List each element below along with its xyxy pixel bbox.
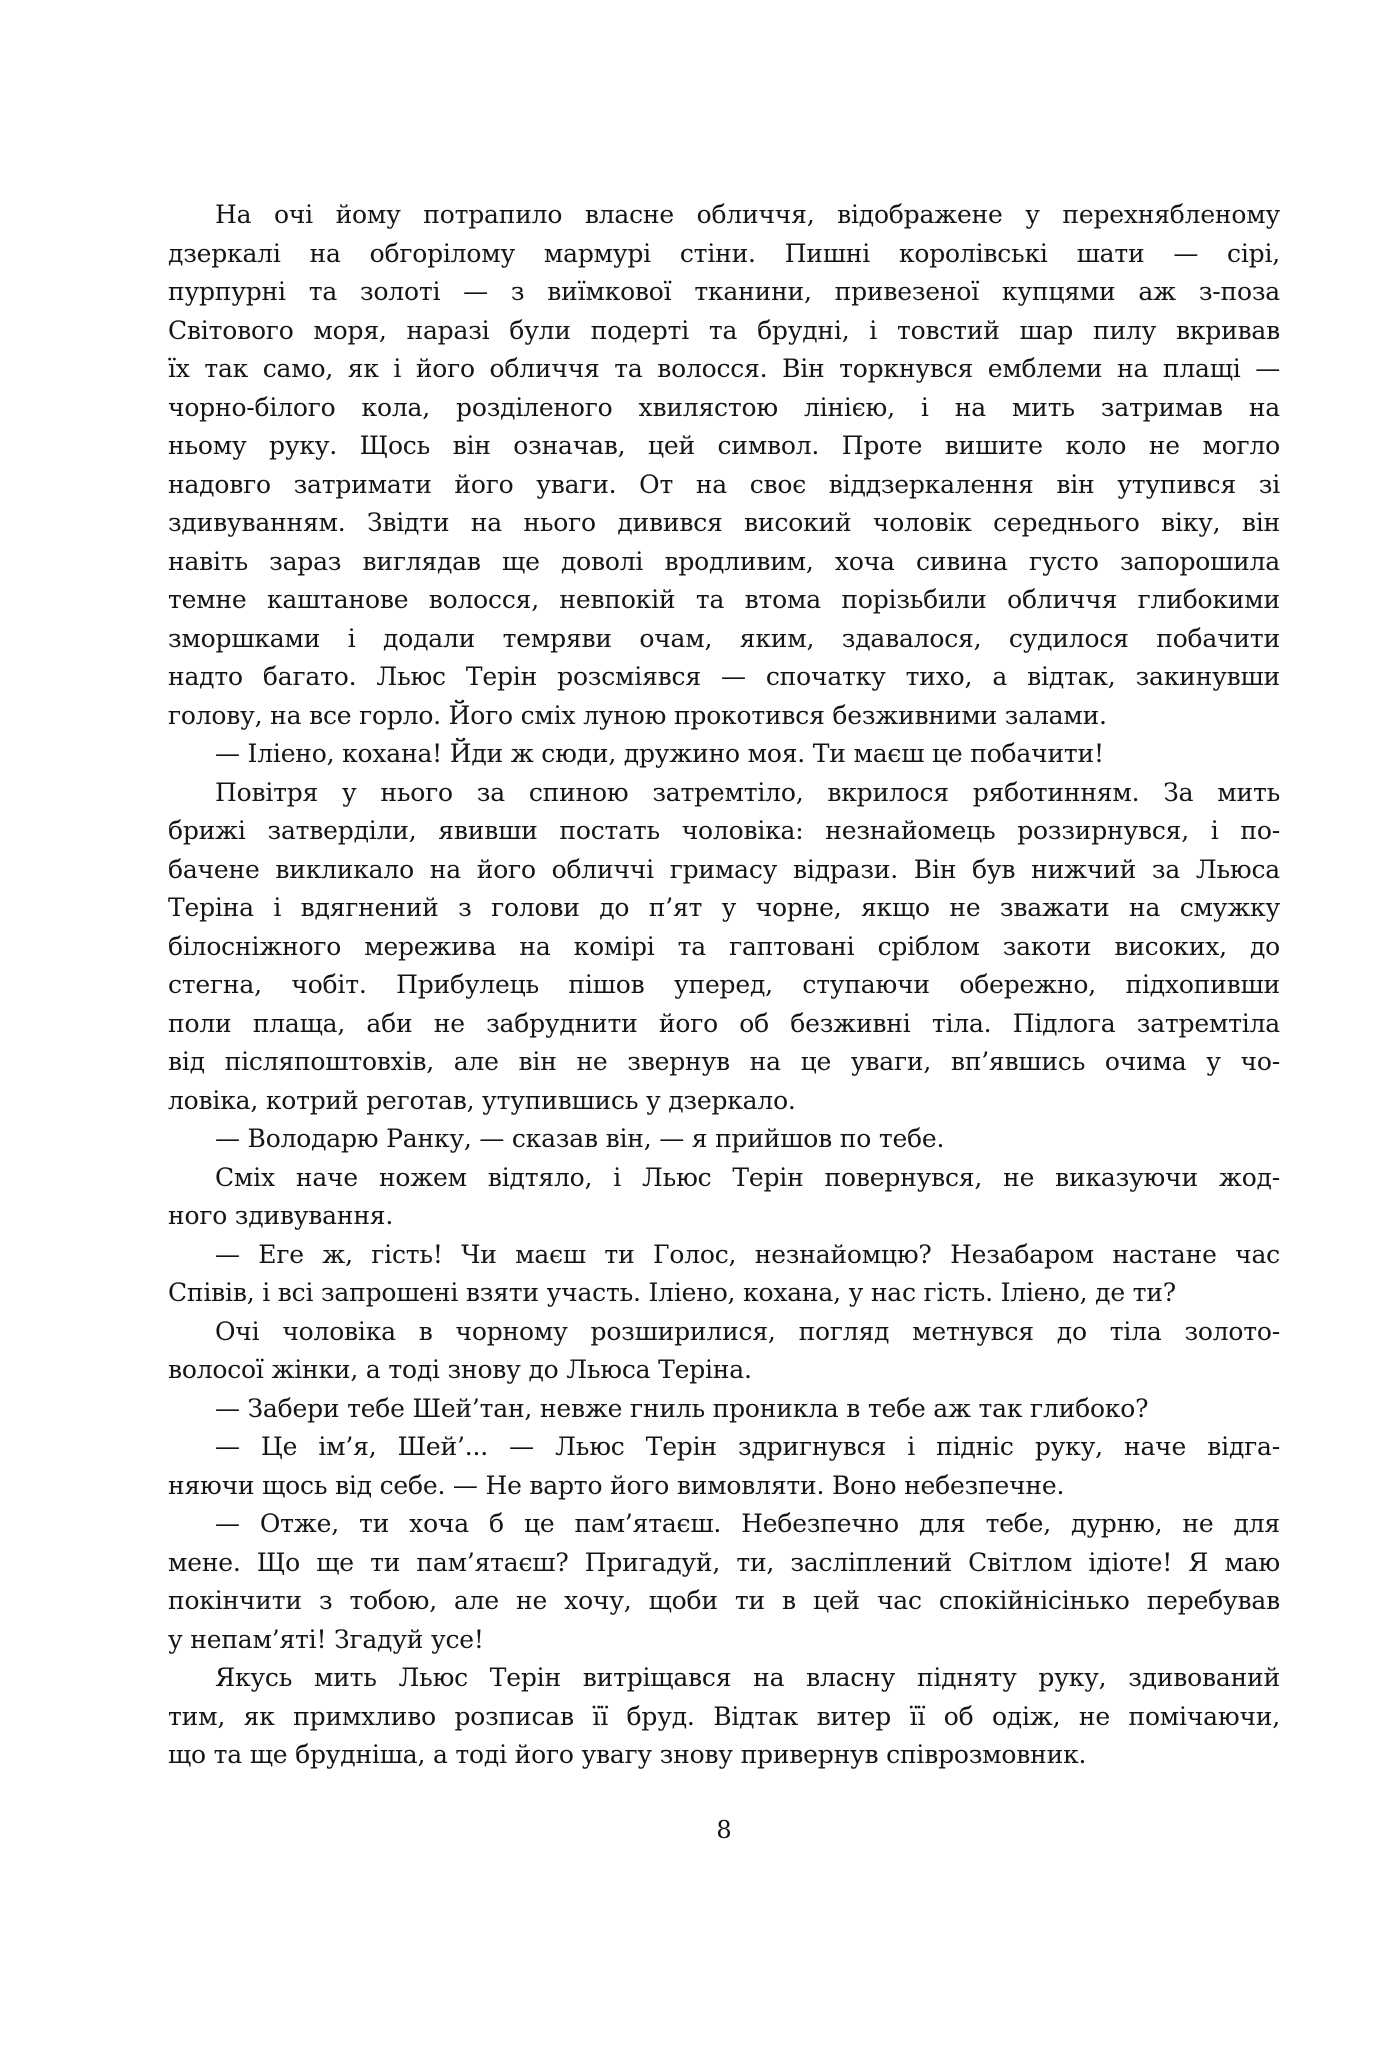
text-line: Співів, і всі запрошені взяти участь. Іліено, кохана, у нас гість. Іліено, де ти? <box>168 1278 1176 1307</box>
text-line: зморшками і додали темряви очам, яким, здавалося, судилося побачити <box>168 623 1280 653</box>
text-line: — Володарю Ранку, — сказав він, — я прийшов по тебе. <box>215 1124 945 1153</box>
text-line: від післяпоштовхів, але він не звернув на це уваги, вп’явшись очима у чо- <box>168 1047 1280 1076</box>
text-line: — Еге ж, гість! Чи маєш ти Голос, незнайомцю? Незабаром настане час <box>215 1239 1280 1269</box>
text-line: тим, як примхливо розписав її бруд. Відтак витер її об одіж, не помічаючи, <box>168 1701 1280 1731</box>
text-line: стегна, чобіт. Прибулець пішов уперед, ступаючи обережно, підхопивши <box>168 970 1280 999</box>
text-line: що та ще брудніша, а тоді його увагу знову привернув співрозмовник. <box>168 1740 1087 1769</box>
text-line: — Отже, ти хоча б це пам’ятаєш. Небезпечно для тебе, дурню, не для <box>215 1509 1280 1538</box>
text-line: волосої жінки, а тоді знову до Льюса Теріна. <box>168 1355 752 1384</box>
text-line: няючи щось від себе. — Не варто його вимовляти. Воно небезпечне. <box>168 1470 1065 1500</box>
text-line: покінчити з тобою, але не хочу, щоби ти в цей час спокійнісінько перебував <box>168 1586 1280 1615</box>
text-line: ньому руку. Щось він означав, цей символ. Проте вишите коло не могло <box>168 431 1280 460</box>
paragraph <box>168 1159 1280 1236</box>
text-line: Якусь мить Льюс Терін витріщався на власну підняту руку, здивований <box>215 1663 1280 1692</box>
text-line: Очі чоловіка в чорному розширилися, погляд метнувся до тіла золото- <box>215 1316 1280 1346</box>
text-line: Повітря у нього за спиною затремтіло, вкрилося ряботинням. За мить <box>215 777 1280 807</box>
text-line: дзеркалі на обгорілому мармурі стіни. Пишні королівські шати — сірі, <box>168 238 1280 268</box>
text-line: темне каштанове волосся, невпокій та втома порізьбили обличчя глибокими <box>168 585 1280 614</box>
text-line: у непам’яті! Згадуй усе! <box>168 1624 484 1654</box>
text-line: білосніжного мережива на комірі та гаптовані сріблом закоти високих, до <box>168 931 1280 961</box>
text-line: Теріна і вдягнений з голови до п’ят у чорне, якщо не зважати на смужку <box>168 893 1280 922</box>
text-line: ловіка, котрий реготав, утупившись у дзеркало. <box>168 1085 796 1115</box>
text-line: — Іліено, кохана! Йди ж сюди, дружино моя. Ти маєш це побачити! <box>215 739 1104 768</box>
text-line: їх так само, як і його обличчя та волосся. Він торкнувся емблеми на плащі — <box>168 354 1280 383</box>
text-line: чорно-білого кола, розділеного хвилястою лінією, і на мить затримав на <box>168 392 1280 422</box>
text-line: — Забери тебе Шей’тан, невже гниль проникла в тебе аж так глибоко? <box>215 1393 1149 1423</box>
text-line: бачене викликало на його обличчі гримасу відрази. Він був нижчий за Льюса <box>168 854 1280 884</box>
text-line: ного здивування. <box>168 1201 394 1230</box>
paragraph <box>168 1505 1280 1659</box>
text-line: надовго затримати його уваги. От на своє віддзеркалення він утупився зі <box>168 469 1280 499</box>
text-line: здивуванням. Звідти на нього дивився високий чоловік середнього віку, він <box>168 508 1280 537</box>
text-line: мене. Що ще ти пам’ятаєш? Пригадуй, ти, засліплений Світлом ідіоте! Я маю <box>168 1547 1280 1577</box>
paragraph <box>168 774 1280 1121</box>
page-text <box>168 196 1280 1775</box>
paragraph <box>168 1236 1280 1313</box>
text-line: голову, на все горло. Його сміх луною прокотився безживними залами. <box>168 700 1107 730</box>
paragraph <box>168 1428 1280 1505</box>
text-line: Світового моря, наразі були подерті та брудні, і товстий шар пилу вкривав <box>168 315 1280 345</box>
paragraph <box>168 735 1280 774</box>
text-line: надто багато. Льюс Терін розсміявся — спочатку тихо, а відтак, закинувши <box>168 662 1280 691</box>
paragraph <box>168 1120 1280 1159</box>
paragraph <box>168 1659 1280 1775</box>
text-line: поли плаща, аби не забруднити його об безживні тіла. Підлога затремтіла <box>168 1008 1280 1038</box>
paragraph <box>168 196 1280 735</box>
text-line: — Це ім’я, Шей’... — Льюс Терін здригнувся і підніс руку, наче відга- <box>215 1432 1280 1461</box>
text-line: навіть зараз виглядав ще доволі вродливим, хоча сивина густо запорошила <box>168 546 1280 576</box>
text-line: брижі затверділи, явивши постать чоловіка: незнайомець роззирнувся, і по- <box>168 816 1280 845</box>
text-line: На очі йому потрапило власне обличчя, відображене у перехнябленому <box>215 200 1280 229</box>
paragraph <box>168 1390 1280 1429</box>
paragraph <box>168 1313 1280 1390</box>
text-line: Сміх наче ножем відтяло, і Льюс Терін повернувся, не виказуючи жод- <box>215 1162 1280 1192</box>
page-number: 8 <box>716 1816 732 1844</box>
text-line: пурпурні та золоті — з виїмкової тканини, привезеної купцями аж з-поза <box>168 277 1280 306</box>
